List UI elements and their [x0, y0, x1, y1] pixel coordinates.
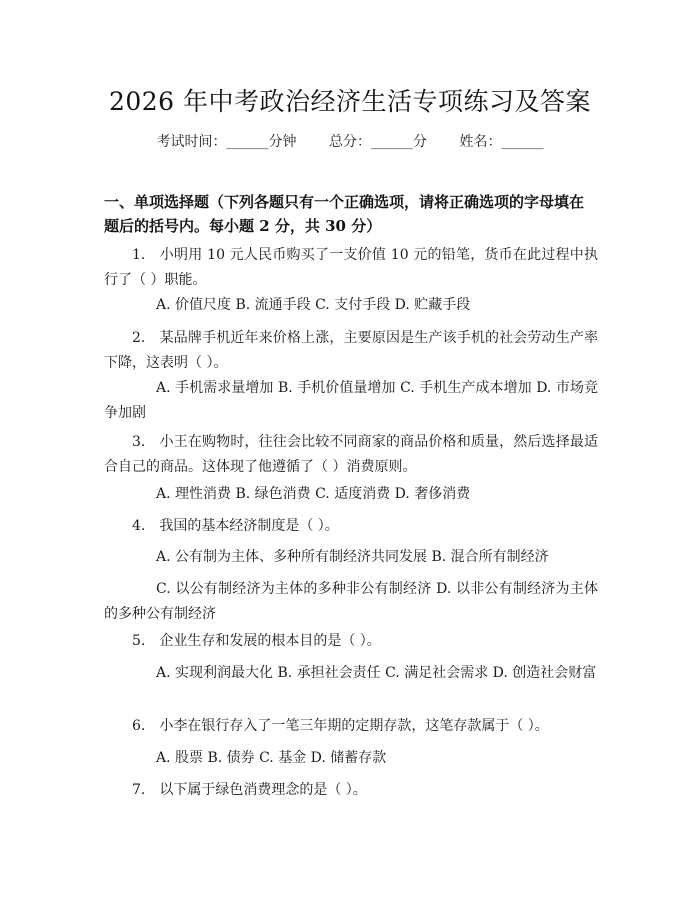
- question-2-stem: 2. 某品牌手机近年来价格上涨，主要原因是生产该手机的社会劳动生产率下降，这表明（ ）。: [104, 330, 598, 371]
- question-4-stem: 4. 我国的基本经济制度是（ ）。: [132, 518, 339, 534]
- document-title: 2026 年中考政治经济生活专项练习及答案: [108, 87, 592, 116]
- question-7-stem: 7. 以下属于绿色消费理念的是（ ）。: [132, 782, 367, 798]
- question-4-options-cd: C. 以公有制经济为主体的多种非公有制经济 D. 以非公有制经济为主体的多种公有制经济: [104, 581, 598, 622]
- question-1-stem: 1. 小明用 10 元人民币购买了一支价值 10 元的铅笔，货币在此过程中执行了（ ）职能。: [104, 247, 598, 288]
- question-3-options: A. 理性消费 B. 绿色消费 C. 适度消费 D. 奢侈消费: [156, 486, 471, 502]
- exam-time-field: 考试时间：______分钟: [156, 134, 297, 150]
- question-6-stem: 6. 小李在银行存入了一笔三年期的定期存款，这笔存款属于（ ）。: [132, 718, 549, 734]
- exam-meta: [0, 131, 700, 151]
- section-heading: 一、单项选择题（下列各题只有一个正确选项，请将正确选项的字母填在题后的括号内。每小题 2 分，共 30 分）: [104, 193, 585, 235]
- question-2-options: A. 手机需求量增加 B. 手机价值量增加 C. 手机生产成本增加 D. 市场竞争加剧: [104, 380, 598, 421]
- question-5-options: A. 实现利润最大化 B. 承担社会责任 C. 满足社会需求 D. 创造社会财富: [156, 665, 597, 681]
- question-5-stem: 5. 企业生存和发展的根本目的是（ ）。: [132, 633, 381, 649]
- question-4-options-ab: A. 公有制为主体、多种所有制经济共同发展 B. 混合所有制经济: [156, 549, 549, 565]
- question-3-stem: 3. 小王在购物时，往往会比较不同商家的商品价格和质量，然后选择最适合自己的商品。这体现了他遵循了（ ）消费原则。: [104, 434, 598, 475]
- question-1-options: A. 价值尺度 B. 流通手段 C. 支付手段 D. 贮藏手段: [156, 297, 471, 313]
- student-name-field: 姓名：______: [459, 134, 544, 150]
- total-score-field: 总分：______分: [329, 134, 427, 150]
- question-6-options: A. 股票 B. 债券 C. 基金 D. 储蓄存款: [156, 750, 387, 766]
